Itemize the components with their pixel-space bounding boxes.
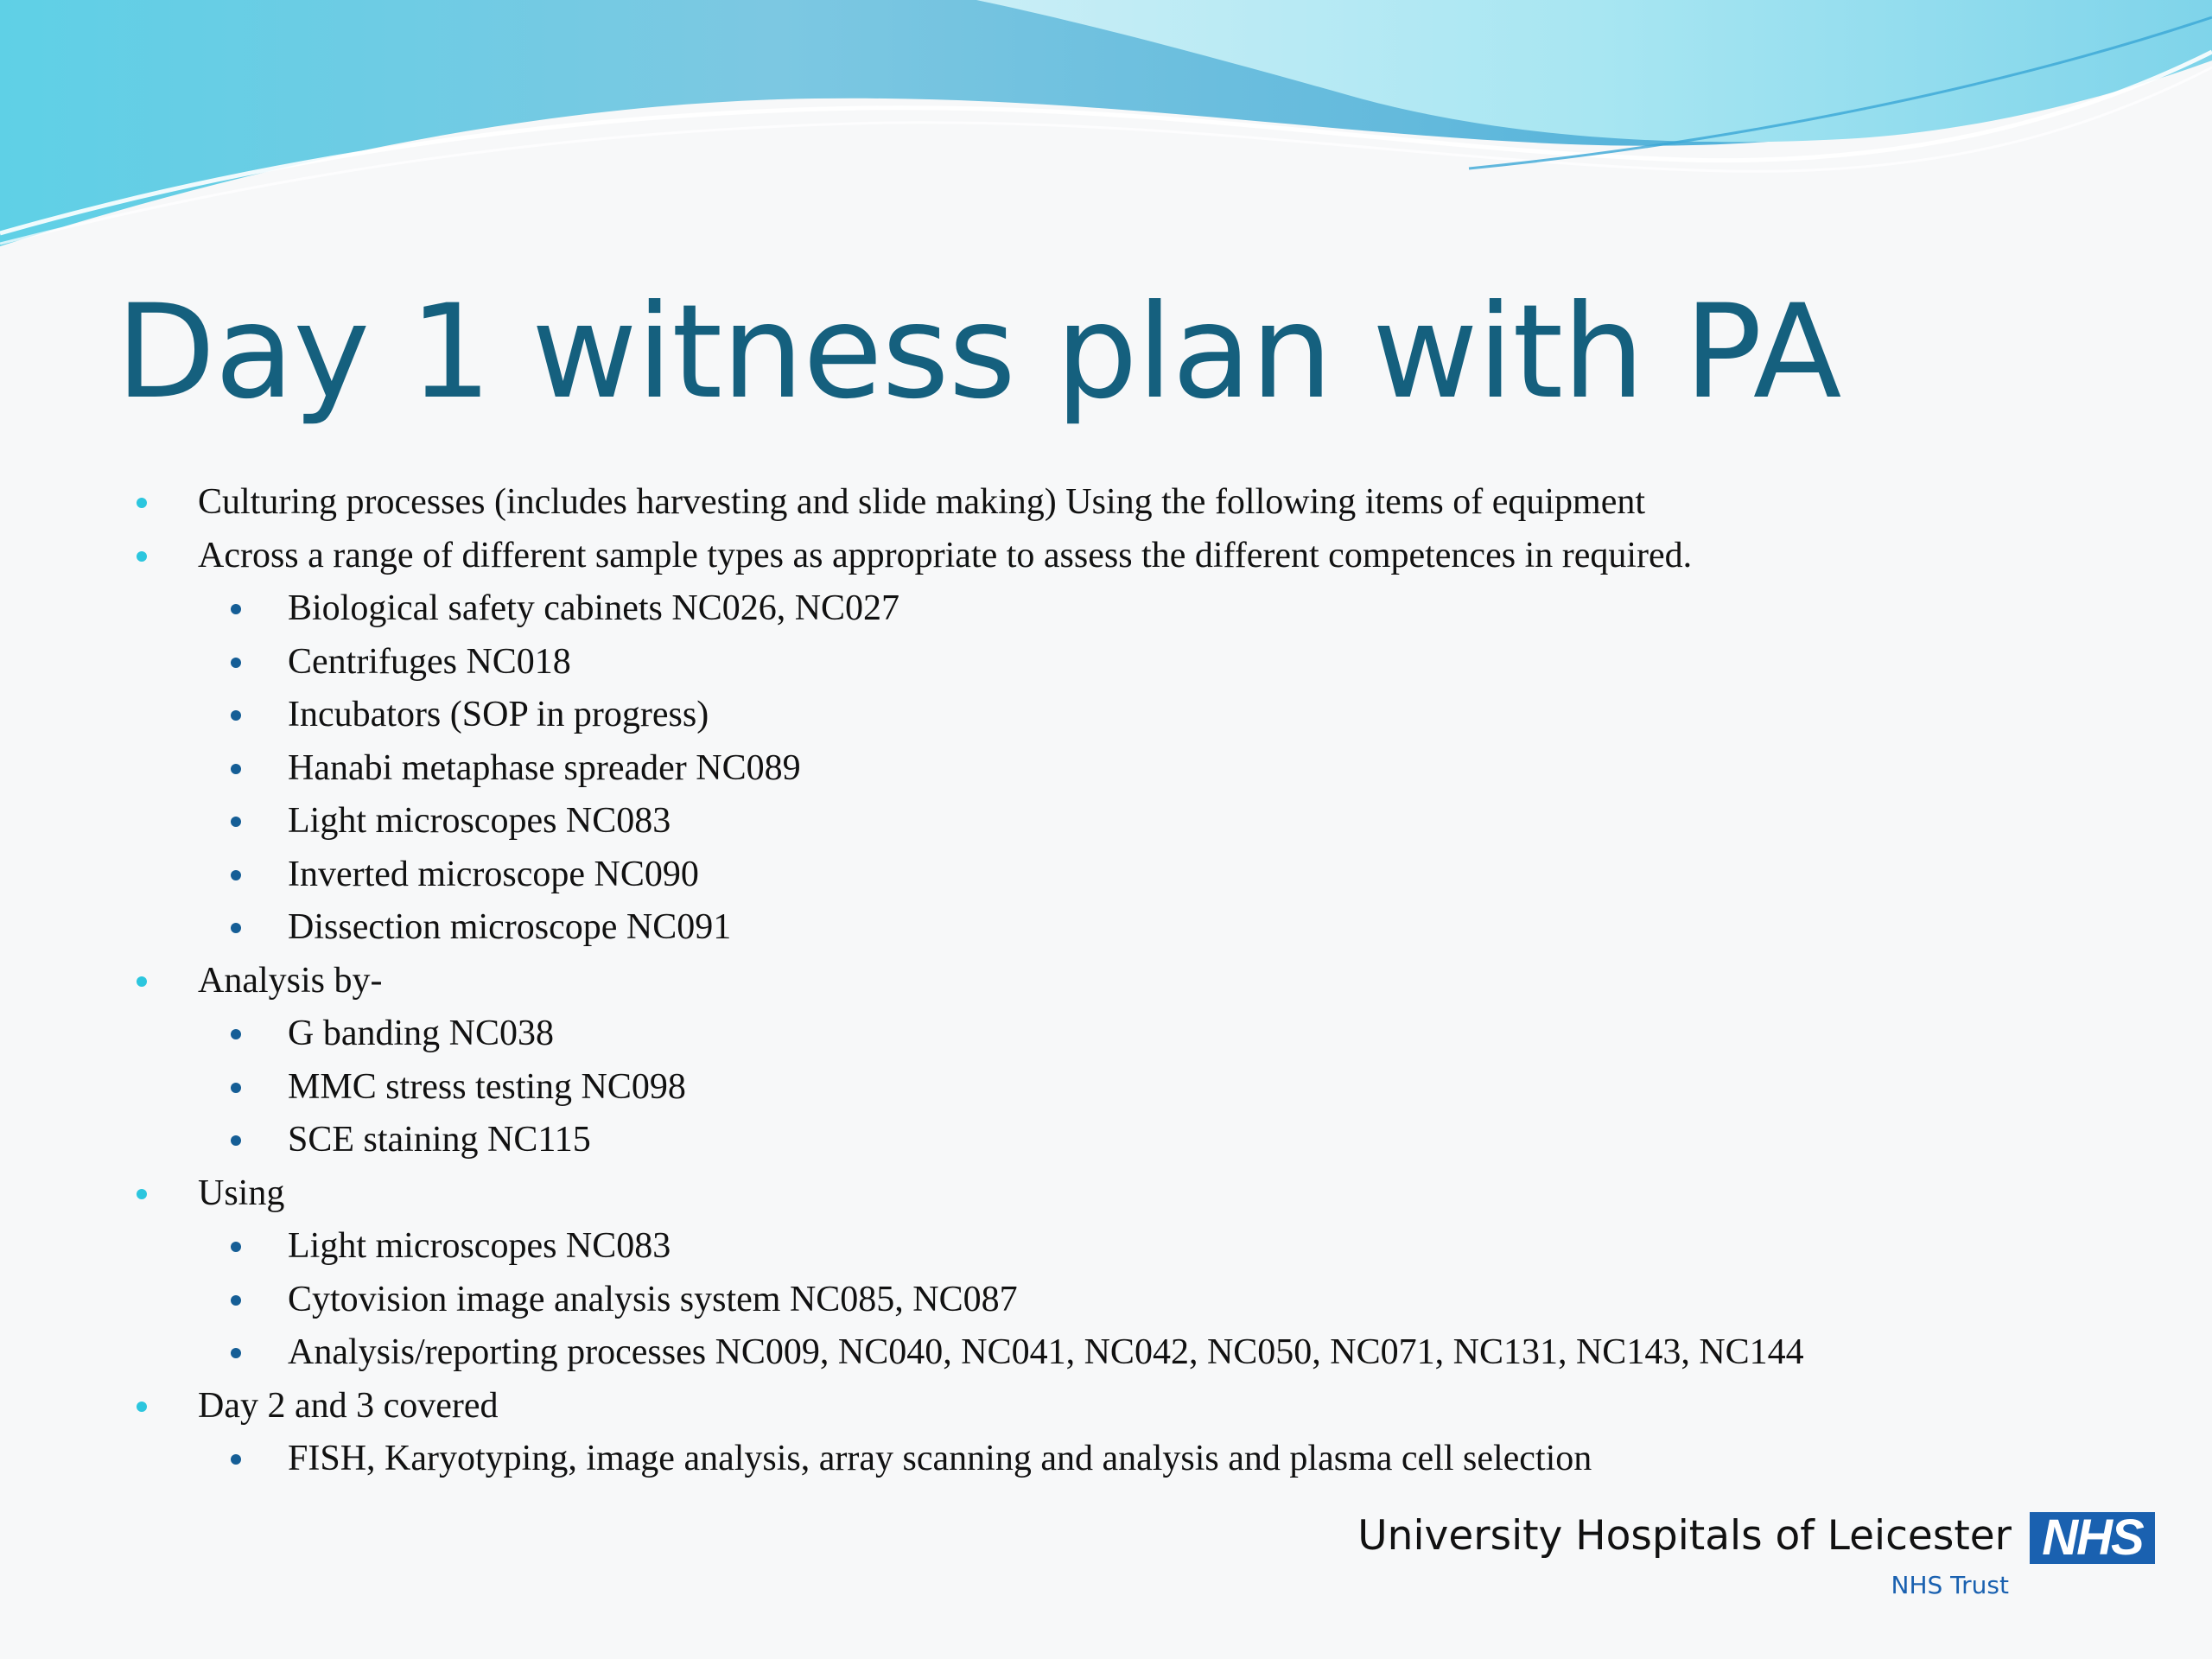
bullet-item [0, 1167, 2212, 1221]
bullet-text: Biological safety cabinets NC026, NC027 [288, 588, 900, 628]
logo-organisation-name: University Hospitals of Leicester [1357, 1512, 2012, 1560]
sub-bullet-item [0, 1274, 2212, 1327]
sub-bullet-item [0, 1007, 2212, 1061]
bullet-dot-icon [231, 1454, 241, 1465]
slide-title: Day 1 witness plan with PA [116, 277, 1841, 428]
sub-bullet-item [0, 1326, 2212, 1380]
sub-bullet-item [0, 795, 2212, 849]
bullet-text: Light microscopes NC083 [288, 801, 671, 841]
bullet-text: SCE staining NC115 [288, 1120, 591, 1160]
bullet-text: Hanabi metaphase spreader NC089 [288, 747, 801, 788]
sub-bullet-item [0, 1433, 2212, 1486]
bullet-dot-icon [231, 1135, 241, 1146]
bullet-dot-icon [137, 976, 147, 987]
nhs-logo-mark: NHS [2042, 1512, 2143, 1564]
bullet-text: Day 2 and 3 covered [198, 1385, 499, 1426]
sub-bullet-item [0, 901, 2212, 955]
sub-bullet-item [0, 849, 2212, 902]
logo-subtitle: NHS Trust [1891, 1571, 2009, 1599]
bullet-item [0, 476, 2212, 530]
nhs-trust-logo [1357, 1508, 2160, 1607]
bullet-text: Inverted microscope NC090 [288, 854, 699, 894]
sub-bullet-item [0, 1114, 2212, 1167]
bullet-dot-icon [231, 1348, 241, 1358]
bullet-dot-icon [231, 1295, 241, 1306]
bullet-text: Analysis/reporting processes NC009, NC040, NC041, NC042, NC050, NC071, NC131, NC143, NC144 [288, 1332, 1804, 1372]
bullet-dot-icon [231, 764, 241, 774]
bullet-dot-icon [231, 710, 241, 721]
bullet-item [0, 955, 2212, 1008]
bullet-dot-icon [231, 1029, 241, 1039]
bullet-text: Centrifuges NC018 [288, 641, 571, 682]
header-wave-decoration [0, 0, 2212, 259]
bullet-dot-icon [137, 1189, 147, 1199]
bullet-text: Analysis by- [198, 960, 383, 1001]
bullet-text: Cytovision image analysis system NC085, NC087 [288, 1279, 1018, 1319]
bullet-dot-icon [231, 923, 241, 933]
bullet-text: MMC stress testing NC098 [288, 1066, 686, 1107]
sub-bullet-item [0, 689, 2212, 742]
bullet-item [0, 1380, 2212, 1433]
bullet-text: FISH, Karyotyping, image analysis, array scanning and analysis and plasma cell selection [288, 1439, 1592, 1478]
nhs-logo-box [2030, 1512, 2155, 1564]
sub-bullet-item [0, 636, 2212, 690]
bullet-text: Light microscopes NC083 [288, 1226, 671, 1266]
bullet-dot-icon [137, 551, 147, 562]
bullet-item [0, 530, 2212, 583]
sub-bullet-item [0, 582, 2212, 636]
bullet-text: G banding NC038 [288, 1014, 554, 1053]
bullet-text: Incubators (SOP in progress) [288, 695, 709, 734]
bullet-dot-icon [231, 1083, 241, 1093]
bullet-dot-icon [231, 1242, 241, 1252]
bullet-dot-icon [137, 498, 147, 508]
bullet-list [0, 476, 2212, 1486]
bullet-dot-icon [231, 604, 241, 614]
sub-bullet-item [0, 742, 2212, 796]
sub-bullet-item [0, 1220, 2212, 1274]
bullet-dot-icon [231, 870, 241, 880]
bullet-dot-icon [231, 817, 241, 827]
bullet-text: Using [198, 1173, 285, 1213]
bullet-dot-icon [137, 1402, 147, 1412]
bullet-text: Culturing processes (includes harvesting and slide making) Using the following items of equipment [198, 482, 1646, 522]
bullet-dot-icon [231, 658, 241, 668]
sub-bullet-item [0, 1061, 2212, 1115]
bullet-text: Dissection microscope NC091 [288, 907, 732, 947]
bullet-text: Across a range of different sample types as appropriate to assess the different competences in required. [198, 535, 1693, 575]
